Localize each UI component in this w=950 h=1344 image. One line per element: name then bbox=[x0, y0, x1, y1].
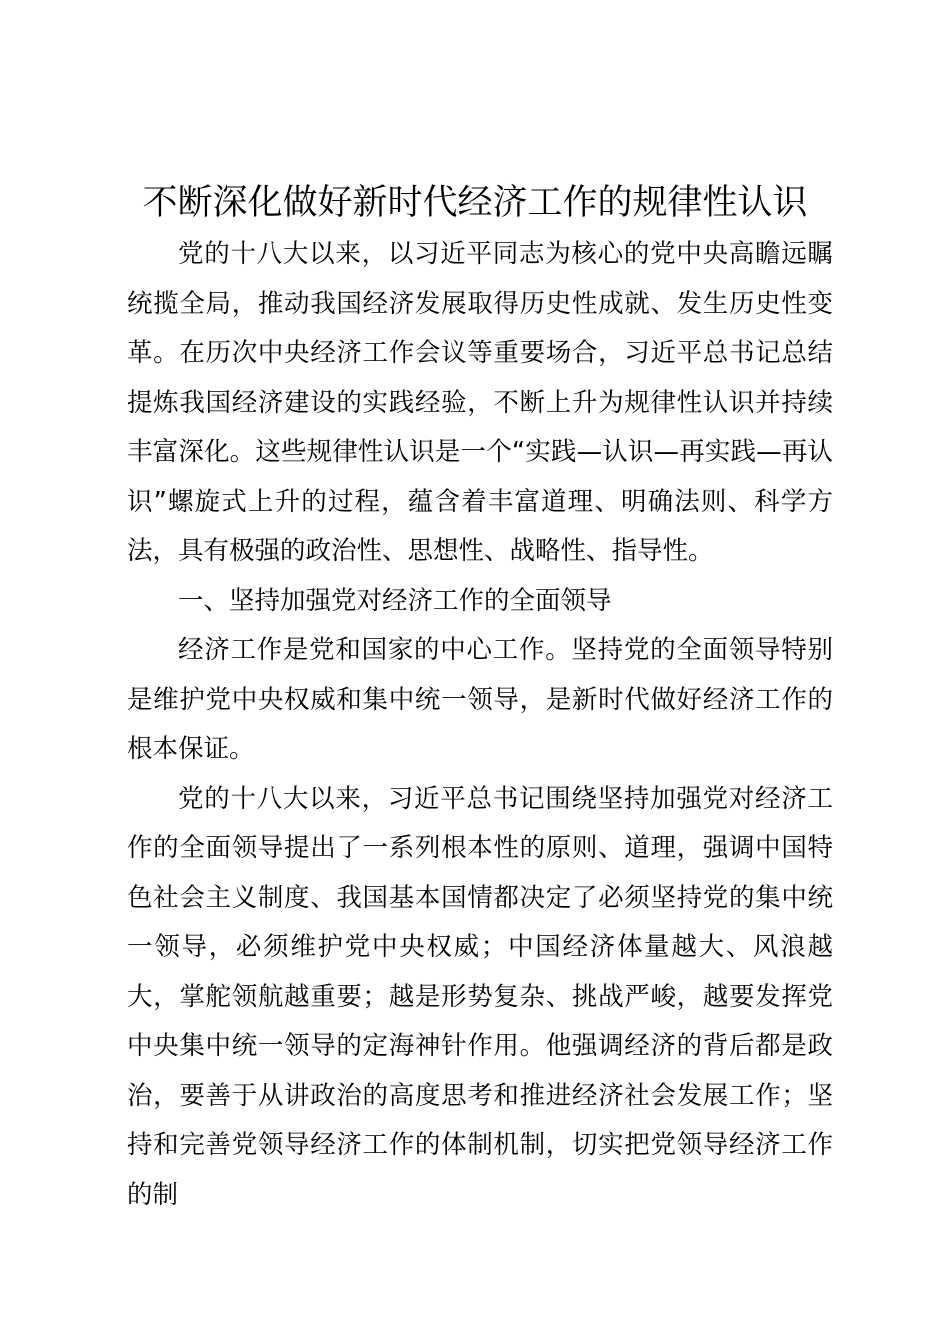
paragraph-section-detail: 党的十八大以来，习近平总书记围绕坚持加强党对经济工作的全面领导提出了一系列根本性的原则、道理，强调中国特色社会主义制度、我国基本国情都决定了必须坚持党的集中统一领导，必须维护党中央权威；中国经济体量越大、风浪越大，掌舵领航越重要；越是形势复杂、挑战严峻，越要发挥党中央集中统一领导的定海神针作用。他强调经济的背后都是政治，要善于从讲政治的高度思考和推进经济社会发展工作；坚持和完善党领导经济工作的体制机制，切实把党领导经济工作的制 bbox=[127, 783, 833, 1210]
document-title: 不断深化做好新时代经济工作的规律性认识 bbox=[142, 183, 808, 223]
section-heading: 一、坚持加强党对经济工作的全面领导 bbox=[178, 585, 612, 616]
document-body bbox=[127, 230, 833, 1220]
paragraph-intro: 党的十八大以来，以习近平同志为核心的党中央高瞻远瞩统揽全局，推动我国经济发展取得历史性成就、发生历史性变革。在历次中央经济工作会议等重要场合，习近平总书记总结提炼我国经济建设的实践经验，不断上升为规律性认识并持续丰富深化。这些规律性认识是一个“实践—认识—再实践—再认识”螺旋式上升的过程，蕴含着丰富道理、明确法则、科学方法，具有极强的政治性、思想性、战略性、指导性。 bbox=[127, 239, 833, 566]
paragraph-section-summary: 经济工作是党和国家的中心工作。坚持党的全面领导特别是维护党中央权威和集中统一领导，是新时代做好经济工作的根本保证。 bbox=[127, 635, 833, 764]
